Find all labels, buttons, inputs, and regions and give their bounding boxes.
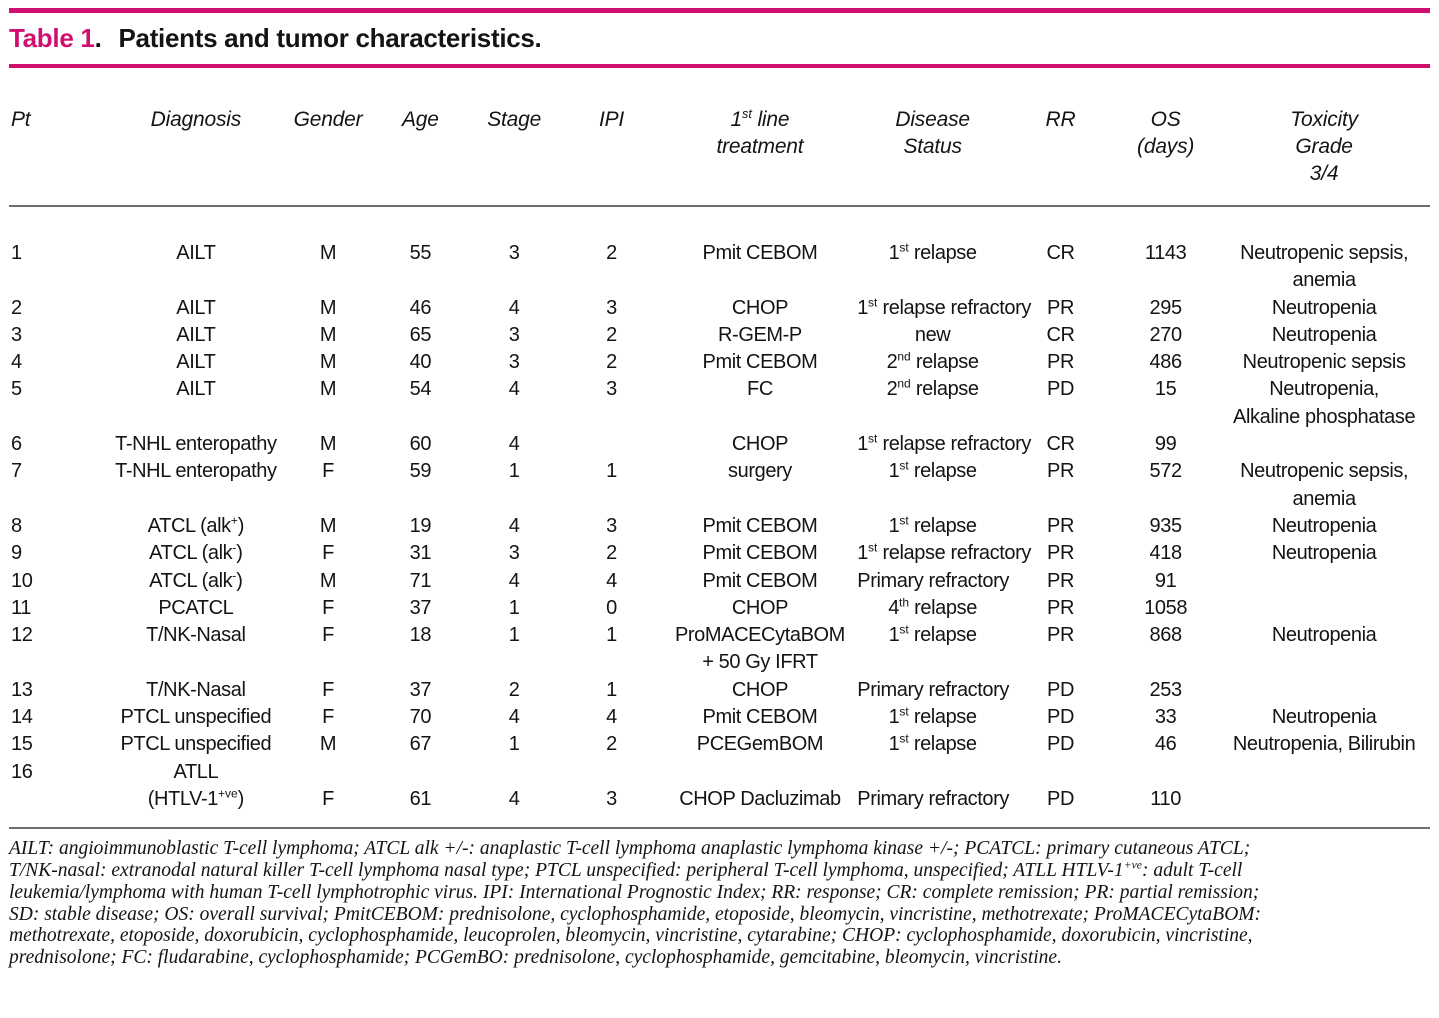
- table-body: [9, 206, 1430, 827]
- cell-treatment: ProMACECytaBOM + 50 Gy IFRT: [674, 624, 845, 674]
- table-row: [9, 540, 1430, 567]
- footnote-line: SD: stable disease; OS: overall survival; PmitCEBOM: prednisolone, cyclophosphamide, etoposide, bleomycin, vincristine, methotrexate; ProMACECytaBOM:: [9, 903, 1262, 925]
- cell-gender: M: [319, 323, 337, 346]
- table-row: [9, 704, 1430, 731]
- cell-disease: 1st relapse refractory: [857, 431, 1031, 456]
- cell-pt: 5: [11, 378, 22, 401]
- cell-ipi: 4: [606, 706, 617, 729]
- cell-stage: 1: [508, 733, 520, 756]
- cell-age: 71: [409, 569, 432, 592]
- cell-pt: 3: [11, 323, 22, 346]
- header-row: [9, 68, 1430, 206]
- cell-age: 40: [409, 351, 432, 374]
- cell-treatment: FC: [747, 378, 773, 401]
- cell-gender: M: [319, 351, 337, 374]
- cell-stage: 2: [508, 678, 520, 701]
- cell-age: 31: [409, 542, 432, 565]
- cell-diagnosis: T/NK-Nasal: [146, 678, 246, 701]
- cell-disease: 1st relapse refractory: [857, 294, 1031, 319]
- cell-toxicity: [1218, 431, 1430, 458]
- cell-rr: PD: [1047, 787, 1074, 810]
- cell-toxicity: [1218, 677, 1430, 704]
- cell-rr: CR: [1046, 242, 1075, 264]
- cell-diagnosis: PTCL unspecified: [120, 706, 272, 729]
- cell-toxicity: Neutropenia: [1271, 296, 1377, 319]
- title-period: .: [94, 23, 102, 53]
- column-header-toxicity: Toxicity Grade 3/4: [1218, 68, 1430, 206]
- cell-diagnosis: AILT: [176, 351, 216, 374]
- cell-ipi: 1: [606, 460, 617, 483]
- cell-pt: 15: [11, 733, 33, 756]
- cell-rr: PD: [1047, 733, 1074, 756]
- cell-age: 59: [409, 460, 432, 483]
- column-header-gender: Gender: [283, 68, 373, 206]
- cell-diagnosis: ATCL (alk-): [149, 567, 243, 592]
- cell-diagnosis: AILT: [176, 323, 216, 346]
- cell-toxicity: Neutropenia: [1271, 706, 1377, 729]
- title-text: Patients and tumor characteristics.: [118, 23, 542, 53]
- cell-os: 253: [1149, 678, 1182, 701]
- cell-ipi: 3: [606, 514, 617, 537]
- patients-table: [9, 68, 1430, 827]
- cell-treatment: CHOP: [731, 678, 789, 701]
- cell-treatment: PCEGemBOM: [696, 733, 824, 756]
- cell-gender: M: [319, 378, 337, 401]
- cell-os: 1143: [1144, 242, 1187, 264]
- cell-stage: 1: [508, 596, 520, 619]
- cell-stage: 1: [508, 624, 520, 647]
- cell-ipi: [560, 431, 662, 458]
- cell-ipi: 1: [606, 678, 617, 701]
- cell-diagnosis: AILT: [176, 378, 216, 401]
- cell-gender: F: [322, 460, 334, 483]
- cell-ipi: 1: [606, 624, 617, 647]
- cell-stage: 4: [508, 296, 520, 319]
- cell-disease: 1st relapse refractory: [857, 540, 1031, 565]
- cell-pt: 9: [11, 542, 22, 565]
- cell-diagnosis: PCATCL: [158, 596, 234, 619]
- cell-disease: Primary refractory: [857, 678, 1010, 701]
- cell-age: 37: [409, 678, 432, 701]
- cell-toxicity: Neutropenia, Alkaline phosphatase: [1233, 378, 1416, 428]
- cell-treatment: Pmit CEBOM: [702, 242, 818, 264]
- cell-treatment: Pmit CEBOM: [702, 706, 818, 729]
- cell-stage: 4: [508, 378, 520, 401]
- cell-ipi: 0: [606, 596, 617, 619]
- cell-diagnosis: PTCL unspecified: [120, 733, 272, 756]
- cell-diagnosis: T-NHL enteropathy: [115, 460, 277, 483]
- cell-ipi: 2: [606, 323, 617, 346]
- cell-treatment: CHOP: [731, 433, 789, 456]
- table-row: [9, 568, 1430, 595]
- cell-rr: PR: [1047, 514, 1074, 537]
- footnote-line: leukemia/lymphoma with human T-cell lymphotrophic virus. IPI: International Prognostic Index; RR: response; CR: complete remission; PR: partial remission;: [9, 881, 1260, 903]
- cell-stage: 4: [508, 787, 520, 810]
- cell-diagnosis: AILT: [176, 296, 216, 319]
- cell-pt: 6: [11, 433, 22, 456]
- cell-diagnosis: T/NK-Nasal: [146, 624, 246, 647]
- cell-os: 486: [1149, 351, 1182, 374]
- cell-age: 54: [409, 378, 432, 401]
- cell-os: 418: [1149, 542, 1182, 565]
- footnote: [9, 829, 1430, 969]
- cell-toxicity: Neutropenia: [1271, 323, 1377, 346]
- cell-disease: 1st relapse: [888, 513, 977, 537]
- cell-gender: F: [322, 542, 334, 565]
- cell-treatment: CHOP: [731, 596, 789, 619]
- cell-treatment: Pmit CEBOM: [702, 514, 818, 537]
- cell-disease: 1st relapse: [888, 622, 977, 647]
- column-header-treatment: 1st line treatment: [663, 68, 858, 206]
- cell-treatment: Pmit CEBOM: [702, 351, 818, 374]
- cell-disease: new: [914, 323, 951, 346]
- column-header-pt: Pt: [9, 68, 108, 206]
- cell-os: 572: [1149, 460, 1182, 483]
- cell-pt: 2: [11, 296, 22, 319]
- cell-age: 70: [409, 706, 432, 729]
- cell-ipi: 2: [606, 733, 617, 756]
- cell-toxicity: Neutropenia: [1271, 514, 1377, 537]
- cell-toxicity: Neutropenic sepsis, anemia: [1240, 460, 1409, 510]
- cell-ipi: 3: [606, 787, 617, 810]
- cell-os: 868: [1149, 624, 1182, 647]
- table-row: [9, 349, 1430, 376]
- cell-pt: 11: [11, 596, 31, 619]
- cell-ipi: 2: [606, 542, 617, 565]
- cell-rr: PR: [1047, 296, 1074, 319]
- cell-treatment: R-GEM-P: [718, 323, 802, 346]
- footnote-line: prednisolone; FC: fludarabine, cyclophosphamide; PCGemBO: prednisolone, cyclophosphamide, gemcitabine, bleomycin, vincristine.: [9, 947, 1062, 969]
- table-row: [9, 595, 1430, 622]
- cell-rr: PR: [1047, 460, 1074, 483]
- cell-toxicity: [1218, 568, 1430, 595]
- cell-os: 110: [1150, 787, 1181, 810]
- cell-disease: 2nd relapse: [886, 376, 979, 401]
- cell-ipi: 3: [606, 296, 617, 319]
- cell-treatment: Pmit CEBOM: [702, 542, 818, 565]
- cell-rr: PD: [1047, 378, 1074, 401]
- cell-age: 67: [409, 733, 432, 756]
- cell-os: 1058: [1144, 596, 1188, 619]
- cell-rr: PD: [1047, 678, 1074, 701]
- table-row: [9, 295, 1430, 322]
- cell-gender: F: [322, 787, 334, 810]
- cell-stage: 3: [508, 542, 520, 565]
- cell-gender: M: [319, 242, 337, 264]
- cell-treatment: CHOP Dacluzimab: [679, 787, 841, 810]
- column-header-rr: RR: [1008, 68, 1113, 206]
- cell-rr: PR: [1047, 351, 1074, 374]
- cell-diagnosis: ATCL (alk+): [147, 513, 245, 537]
- cell-diagnosis: ATCL (alk-): [149, 540, 243, 565]
- cell-age: 46: [409, 296, 432, 319]
- cell-gender: M: [319, 514, 337, 537]
- column-header-diagnosis: Diagnosis: [108, 68, 283, 206]
- table-number: Table 1: [9, 23, 95, 53]
- cell-os: 270: [1149, 323, 1182, 346]
- cell-pt: 14: [11, 706, 33, 729]
- cell-ipi: 3: [606, 378, 617, 401]
- cell-os: 46: [1154, 733, 1177, 756]
- cell-ipi: 2: [606, 351, 617, 374]
- table-row: [9, 622, 1430, 677]
- table-row: [9, 759, 1430, 828]
- cell-stage: 4: [508, 514, 520, 537]
- footnote-line: methotrexate, etoposide, doxorubicin, cyclophosphamide, leucoprolen, bleomycin, vincristine, cytarabine; CHOP: cyclophosphamide, doxorubicin, vincristine,: [9, 925, 1253, 947]
- table-row: [9, 458, 1430, 513]
- cell-os: 33: [1154, 706, 1177, 729]
- cell-diagnosis: T-NHL enteropathy: [115, 433, 277, 456]
- cell-os: 15: [1154, 378, 1177, 401]
- cell-diagnosis: AILT: [176, 242, 216, 264]
- cell-treatment: CHOP: [731, 296, 789, 319]
- cell-disease: 1st relapse: [888, 240, 977, 264]
- column-header-os: OS (days): [1113, 68, 1218, 206]
- cell-disease: 2nd relapse: [886, 349, 979, 374]
- cell-age: 37: [409, 596, 432, 619]
- cell-rr: PD: [1047, 706, 1074, 729]
- cell-rr: CR: [1046, 323, 1075, 346]
- cell-gender: F: [322, 624, 334, 647]
- footnote-line: T/NK-nasal: extranodal natural killer T-cell lymphoma nasal type; PTCL unspecified: peripheral T-cell lymphoma, unspecified; ATLL HTLV-$1^{+ve}$: adult T-cell: [9, 858, 1243, 882]
- cell-age: 18: [409, 624, 432, 647]
- cell-pt: 12: [11, 624, 33, 647]
- cell-age: 65: [409, 323, 432, 346]
- cell-rr: CR: [1046, 433, 1075, 456]
- cell-toxicity: Neutropenia: [1271, 542, 1377, 565]
- cell-gender: F: [322, 596, 334, 619]
- cell-stage: 1: [508, 460, 520, 483]
- cell-rr: PR: [1047, 624, 1074, 647]
- cell-disease: 4th relapse: [888, 595, 977, 619]
- cell-gender: M: [319, 569, 337, 592]
- cell-rr: PR: [1047, 569, 1074, 592]
- cell-os: 91: [1154, 569, 1177, 592]
- cell-stage: 4: [508, 433, 520, 456]
- cell-toxicity: Neutropenic sepsis, anemia: [1240, 242, 1409, 292]
- column-header-ipi: IPI: [560, 68, 662, 206]
- table-row: [9, 513, 1430, 540]
- table-row: [9, 431, 1430, 458]
- cell-stage: 4: [508, 706, 520, 729]
- cell-os: 935: [1149, 514, 1182, 537]
- cell-age: 19: [409, 514, 432, 537]
- cell-treatment: Pmit CEBOM: [702, 569, 818, 592]
- column-header-age: Age: [373, 68, 468, 206]
- cell-disease: 1st relapse: [888, 704, 977, 729]
- table-row: [9, 322, 1430, 349]
- cell-toxicity: Neutropenia: [1271, 624, 1377, 647]
- cell-os: 295: [1149, 296, 1182, 319]
- cell-toxicity: Neutropenic sepsis: [1242, 351, 1406, 374]
- column-header-disease: Disease Status: [857, 68, 1008, 206]
- cell-gender: F: [322, 678, 334, 701]
- cell-os: 99: [1154, 433, 1177, 456]
- cell-gender: M: [319, 733, 337, 756]
- column-header-stage: Stage: [468, 68, 560, 206]
- cell-diagnosis: ATLL $(HTLV-1^{+ve})$: [147, 760, 244, 810]
- cell-ipi: 4: [606, 569, 617, 592]
- document-page: [0, 8, 1439, 969]
- cell-toxicity: [1218, 595, 1430, 622]
- cell-pt: 10: [11, 569, 33, 592]
- cell-stage: 3: [508, 323, 520, 346]
- cell-pt: 7: [11, 460, 22, 483]
- cell-gender: M: [319, 296, 337, 319]
- cell-pt: 13: [11, 678, 33, 701]
- cell-disease: Primary refractory: [857, 569, 1010, 592]
- table-title: [9, 13, 1430, 64]
- cell-stage: 3: [508, 242, 520, 264]
- cell-toxicity: [1218, 759, 1430, 828]
- cell-pt: 1: [11, 242, 22, 264]
- table-row: [9, 376, 1430, 431]
- cell-pt: 8: [11, 514, 22, 537]
- table-row: [9, 731, 1430, 758]
- footnote-line: AILT: angioimmunoblastic T-cell lymphoma; ATCL alk +/-: anaplastic T-cell lymphoma anaplastic lymphoma kinase +/-; PCATCL: primary cutaneous ATCL;: [9, 838, 1251, 860]
- cell-disease: 1st relapse: [888, 731, 977, 756]
- cell-age: 61: [409, 787, 432, 810]
- cell-stage: 3: [508, 351, 520, 374]
- cell-rr: PR: [1047, 596, 1074, 619]
- cell-age: 55: [409, 242, 432, 264]
- table-row: [9, 206, 1430, 295]
- cell-disease: Primary refractory: [857, 787, 1010, 810]
- cell-rr: PR: [1047, 542, 1074, 565]
- cell-gender: M: [319, 433, 337, 456]
- cell-gender: F: [322, 706, 334, 729]
- table-row: [9, 677, 1430, 704]
- cell-treatment: surgery: [728, 460, 792, 483]
- cell-pt: 16: [11, 760, 33, 783]
- cell-stage: 4: [508, 569, 520, 592]
- table-head: [9, 68, 1430, 206]
- cell-pt: 4: [11, 351, 22, 374]
- cell-disease: 1st relapse: [888, 458, 977, 483]
- cell-age: 60: [409, 433, 432, 456]
- cell-toxicity: Neutropenia, Bilirubin: [1232, 733, 1416, 756]
- cell-ipi: 2: [606, 242, 617, 264]
